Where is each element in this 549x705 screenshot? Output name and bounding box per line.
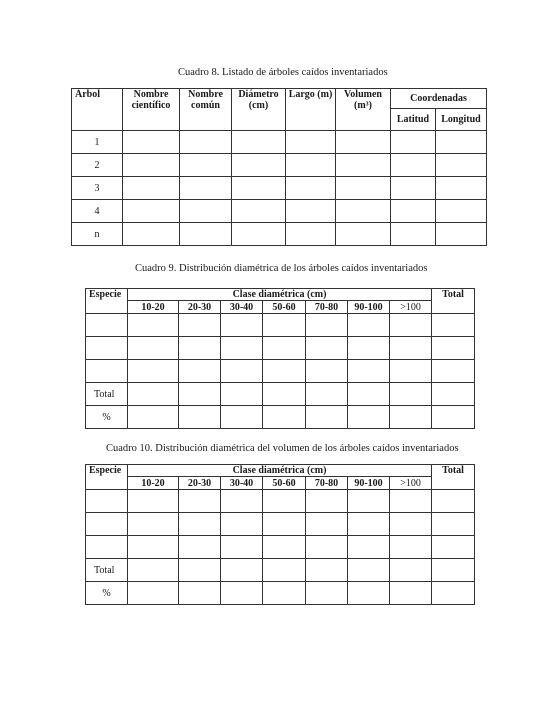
table-row [86, 406, 475, 429]
header-total: Total [432, 289, 475, 314]
header-clase-diametrica: Clase diamétrica (cm) [128, 289, 432, 301]
table-row [86, 314, 475, 337]
header-diametro: Diámetro (cm) [232, 89, 286, 131]
table-row [86, 490, 475, 513]
row-label: n [72, 223, 123, 246]
table-row [86, 337, 475, 360]
table-row [86, 582, 475, 605]
row-label: 3 [72, 177, 123, 200]
header-class: 50-60 [263, 301, 306, 314]
header-nombre-comun: Nombre común [180, 89, 232, 131]
table-row [86, 383, 475, 406]
row-label: 1 [72, 131, 123, 154]
row-label-total: Total [86, 559, 128, 582]
header-class: >100 [390, 301, 432, 314]
header-clase-diametrica: Clase diamétrica (cm) [128, 465, 432, 477]
header-volumen: Volumen (m³) [336, 89, 391, 131]
header-especie: Especie [86, 465, 128, 490]
header-class: 70-80 [306, 301, 348, 314]
table-row [86, 559, 475, 582]
row-label-percent: % [86, 582, 128, 605]
header-class: 90-100 [348, 301, 390, 314]
row-label-percent: % [86, 406, 128, 429]
header-arbol: Árbol [72, 89, 123, 131]
table8 [71, 88, 487, 246]
table-row [86, 513, 475, 536]
header-class: 30-40 [221, 301, 263, 314]
header-class: 20-30 [179, 477, 221, 490]
header-coordenadas: Coordenadas [391, 89, 487, 109]
header-latitud: Latitud [391, 109, 436, 131]
header-nombre-cientifico: Nombre científico [123, 89, 180, 131]
table-row [72, 200, 487, 223]
table9 [85, 288, 475, 429]
header-especie: Especie [86, 289, 128, 314]
table-row [72, 177, 487, 200]
table-row [72, 154, 487, 177]
table8-caption: Cuadro 8. Listado de árboles caídos inventariados [178, 67, 388, 78]
row-label-total: Total [86, 383, 128, 406]
header-largo: Largo (m) [286, 89, 336, 131]
header-class: 90-100 [348, 477, 390, 490]
table-row [72, 131, 487, 154]
row-label: 4 [72, 200, 123, 223]
header-class: 10-20 [128, 301, 179, 314]
table10-caption: Cuadro 10. Distribución diamétrica del volumen de los árboles caídos inventariados [106, 443, 459, 454]
row-label: 2 [72, 154, 123, 177]
table-row [86, 536, 475, 559]
header-class: 20-30 [179, 301, 221, 314]
header-class: 30-40 [221, 477, 263, 490]
header-class: 10-20 [128, 477, 179, 490]
header-class: 50-60 [263, 477, 306, 490]
table10 [85, 464, 475, 605]
table9-caption: Cuadro 9. Distribución diamétrica de los árboles caídos inventariados [135, 263, 428, 274]
table-row [86, 360, 475, 383]
table-row [72, 223, 487, 246]
header-class: >100 [390, 477, 432, 490]
header-total: Total [432, 465, 475, 490]
header-class: 70-80 [306, 477, 348, 490]
header-longitud: Longitud [436, 109, 487, 131]
